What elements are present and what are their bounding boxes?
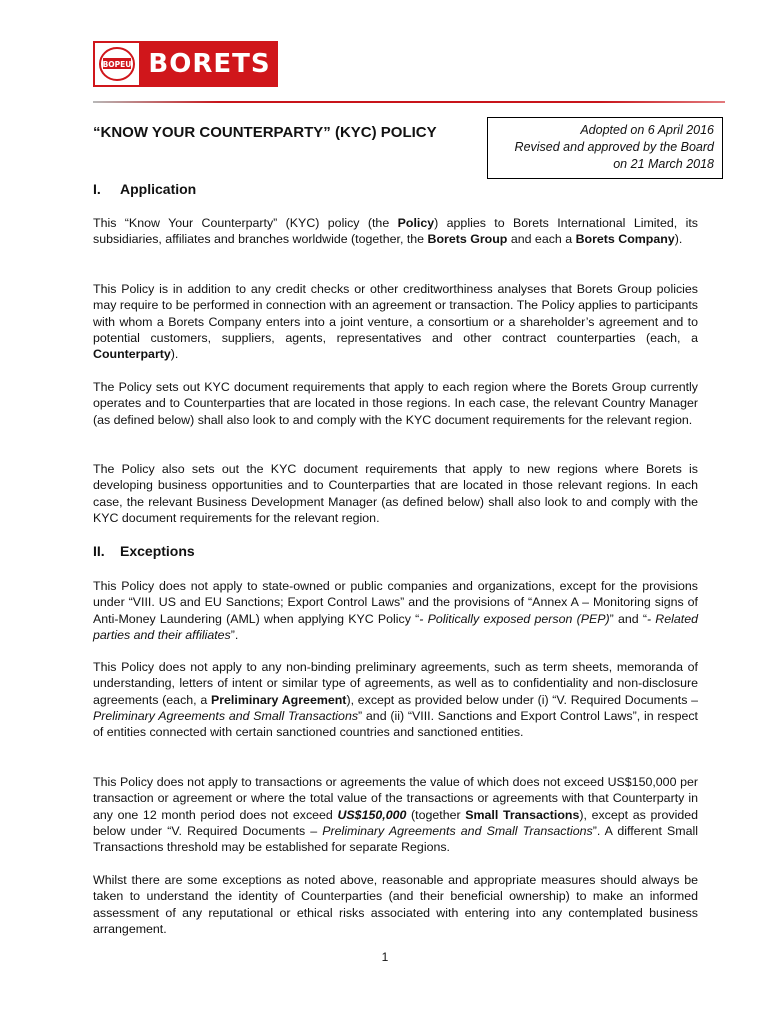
- text-run: ” and “: [609, 611, 647, 626]
- paragraph-small-transactions: [93, 774, 698, 855]
- defined-term-borets-company: Borets Company: [575, 232, 675, 247]
- text-run: ) applies to Borets International Limited, its subsidiaries, affiliates and branches worldwide (together, the: [93, 216, 698, 247]
- section-title: Application: [120, 181, 197, 197]
- text-run: ).: [170, 347, 179, 362]
- text-run: (together: [406, 807, 466, 822]
- italic-run: - Related parties and their affiliates: [93, 611, 699, 642]
- text-run: ).: [674, 232, 683, 247]
- text-run: This Policy does not apply to transactions or agreements the value of which does not exceed US$150,000 per transaction or agreement or where the total value of the transactions or agreements with that Counterparty in any one 12 month period does not exceed: [93, 775, 698, 822]
- paragraph-reasonable-measures: Whilst there are some exceptions as noted above, reasonable and appropriate measures should always be taken to understand the identity of Counterparties (and their beneficial ownership) to make an informed assessment of any reputational or ethical risks associated with entering into any contemplated business arrangement.: [93, 873, 698, 936]
- page-number: 1: [381, 950, 389, 964]
- italic-run: Preliminary Agreements and Small Transactions: [322, 823, 593, 838]
- borets-logo: [93, 41, 278, 87]
- paragraph-preliminary-agreements: [93, 659, 698, 740]
- defined-term-policy: Policy: [397, 216, 435, 230]
- text-run: ”. A different Small Transactions threshold may be established for separate Regions.: [93, 823, 699, 855]
- adopted-line-2: Revised and approved by the Board: [514, 140, 714, 154]
- italic-run: Preliminary Agreements and Small Transactions: [93, 708, 359, 723]
- threshold-amount: US$150,000: [337, 807, 407, 822]
- logo-wordmark: BORETS: [141, 41, 278, 87]
- section-title: Exceptions: [120, 543, 195, 559]
- adopted-line-3: on 21 March 2018: [613, 157, 714, 171]
- paragraph-state-owned: [93, 578, 698, 643]
- header-rule: [93, 101, 725, 103]
- borets-emblem-icon: [93, 41, 141, 87]
- text-run: ”.: [230, 627, 239, 642]
- text-run: This Policy is in addition to any credit checks or other creditworthiness analyses that Borets Group policies may require to be performed in connection with an agreement or transaction. The Policy applies to participants with whom a Borets Company enters into a joint venture, a consortium or a shareholder’s agreement and to potential customers, suppliers, agents, representatives and other contract counterparties (each, a: [93, 282, 698, 345]
- section-number: II.: [93, 543, 105, 559]
- defined-term-small-transactions: Small Transactions: [465, 807, 580, 822]
- paragraph-new-regions: The Policy also sets out the KYC document requirements that apply to new regions where Borets is developing business opportunities and to Counterparties that are located in those relevant regions. In each case, the relevant Business Development Manager (as defined below) shall also look to and comply with the KYC document requirements for the relevant region.: [93, 462, 698, 525]
- text-run: and each a: [507, 232, 576, 247]
- text-run: ), except as provided below under (i) “V. Required Documents –: [346, 692, 699, 707]
- defined-term-counterparty: Counterparty: [93, 347, 171, 362]
- text-run: This “Know Your Counterparty” (KYC) policy (the: [93, 216, 398, 230]
- italic-run: - Politically exposed person (PEP): [419, 611, 610, 626]
- adoption-box: [487, 117, 723, 179]
- emblem-svg: [97, 45, 137, 83]
- paragraph-regions: The Policy sets out KYC document requirements that apply to each region where the Borets Group currently operates and to Counterparties that are located in those regions. In each case, the relevant Country Manager (as defined below) shall also look to and comply with the KYC document requirements for the relevant region.: [93, 380, 698, 427]
- text-run: ” and (ii) “VIII. Sanctions and Export Control Laws”, in respect of entities connected with certain sanctioned countries and sanctioned entities.: [93, 708, 698, 740]
- document-title: “KNOW YOUR COUNTERPARTY” (KYC) POLICY: [93, 124, 437, 141]
- text-run: ), except as provided below under “V. Required Documents –: [93, 807, 698, 838]
- text-run: This Policy does not apply to any non-binding preliminary agreements, such as term sheets, memoranda of understanding, letters of intent or similar type of agreements, as well as to confidentiality and non-disclosure agreements (each, a: [93, 660, 698, 707]
- defined-term-preliminary-agreement: Preliminary Agreement: [210, 692, 347, 707]
- defined-term-borets-group: Borets Group: [427, 232, 508, 247]
- paragraph-policy-scope: [93, 215, 698, 248]
- paragraph-policy-addition: [93, 281, 698, 362]
- section-heading-exceptions: [93, 543, 698, 559]
- emblem-text: BOPEU: [102, 60, 132, 69]
- section-number: I.: [93, 181, 101, 197]
- adopted-line-1: Adopted on 6 April 2016: [580, 123, 714, 137]
- text-run: This Policy does not apply to state-owned or public companies and organizations, except for the provisions under “VIII. US and EU Sanctions; Export Control Laws” and the provisions of “Annex A – Monitoring signs of Anti-Money Laundering (AML) when applying KYC Policy “: [93, 579, 698, 626]
- section-heading-application: [93, 181, 698, 197]
